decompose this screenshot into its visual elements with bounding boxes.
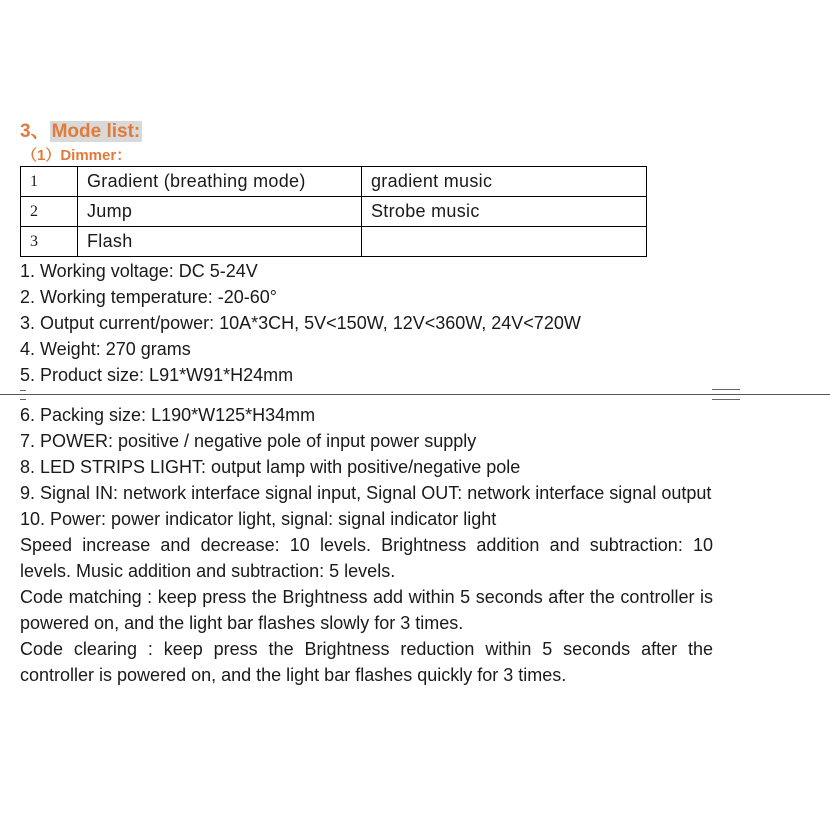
table-row <box>21 197 647 227</box>
table-row <box>21 167 647 197</box>
spec-item-weight: 4. Weight: 270 grams <box>20 339 191 359</box>
section-title: Mode list: <box>51 121 141 142</box>
music-mode-cell <box>362 227 647 257</box>
mode-name-cell: Flash <box>78 227 362 257</box>
detail-list <box>20 402 713 688</box>
detail-packing-size: 6. Packing size: L190*W125*H34mm <box>20 405 316 425</box>
spec-item-output: 3. Output current/power: 10A*3CH, 5V<150W, 12V<360W, 24V<720W <box>20 313 581 333</box>
spec-item-temperature: 2. Working temperature: -20-60° <box>20 287 277 307</box>
detail-code-clearing: Code clearing : keep press the Brightness reduction within 5 seconds after the controller is powered on, and the light bar flashes quickly for 3 times. <box>20 639 713 685</box>
spec-list <box>20 258 720 388</box>
mode-number-cell: 3 <box>21 227 78 257</box>
section-heading <box>20 116 142 143</box>
divider-mark-right <box>712 389 740 400</box>
section-number: 3、 <box>20 121 50 142</box>
detail-led-strips: 8. LED STRIPS LIGHT: output lamp with positive/negative pole <box>20 457 521 477</box>
detail-code-matching: Code matching : keep press the Brightness add within 5 seconds after the controller is powered on, and the light bar flashes slowly for 3 times. <box>20 587 713 633</box>
mode-name-cell: Gradient (breathing mode) <box>78 167 362 197</box>
page-divider <box>0 394 830 395</box>
mode-list-table <box>20 166 647 257</box>
mode-name-cell: Jump <box>78 197 362 227</box>
detail-power-pole: 7. POWER: positive / negative pole of input power supply <box>20 431 477 451</box>
dimmer-subheading: （1）Dimmer： <box>22 147 132 164</box>
spec-item-voltage: 1. Working voltage: DC 5-24V <box>20 261 258 281</box>
detail-levels: Speed increase and decrease: 10 levels. Brightness addition and subtraction: 10 levels. Music addition and subtraction: 5 levels. <box>20 535 713 581</box>
divider-mark-left <box>20 390 26 400</box>
music-mode-cell: gradient music <box>362 167 647 197</box>
mode-number-cell: 1 <box>21 167 78 197</box>
spec-item-size: 5. Product size: L91*W91*H24mm <box>20 365 294 385</box>
table-row <box>21 227 647 257</box>
music-mode-cell: Strobe music <box>362 197 647 227</box>
detail-indicator: 10. Power: power indicator light, signal: signal indicator light <box>20 509 497 529</box>
mode-number-cell: 2 <box>21 197 78 227</box>
detail-signal: 9. Signal IN: network interface signal input, Signal OUT: network interface signal output <box>20 483 712 503</box>
